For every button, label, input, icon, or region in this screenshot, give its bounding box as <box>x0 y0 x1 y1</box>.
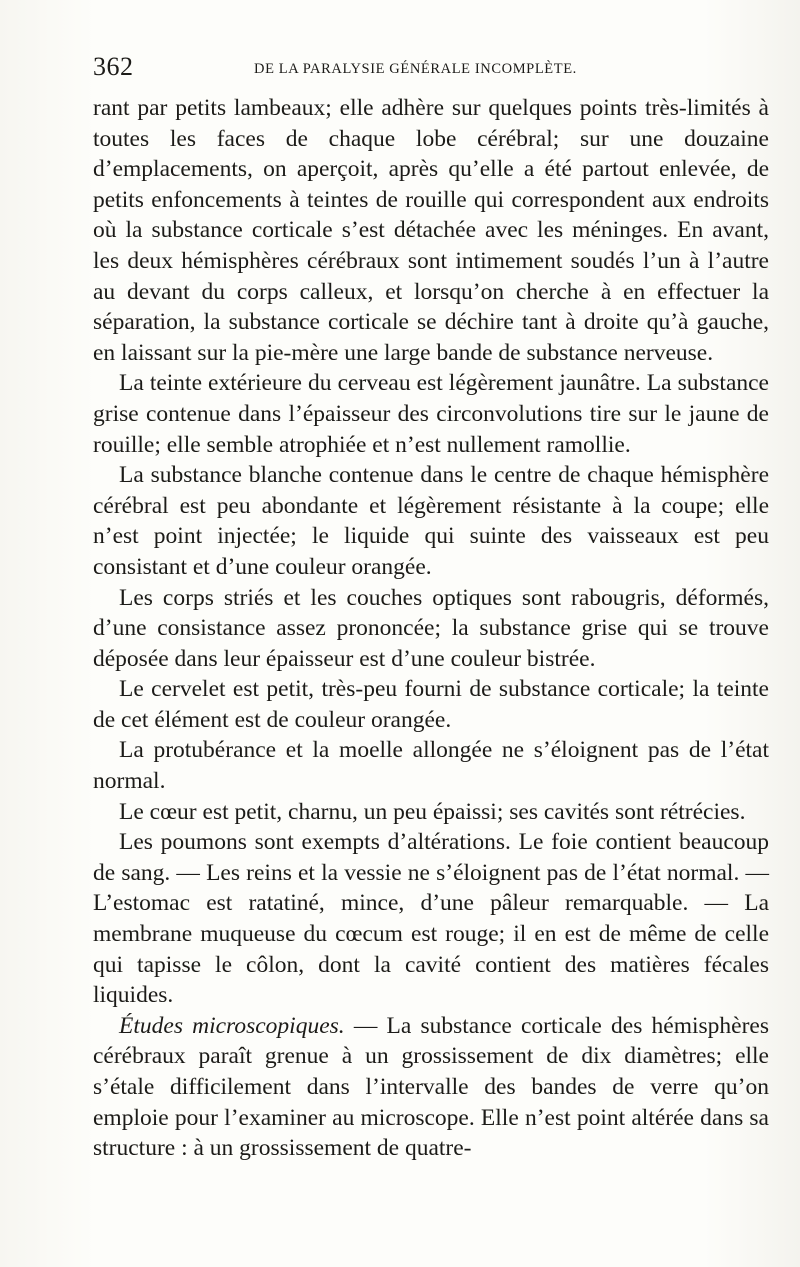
page-body <box>93 93 769 1164</box>
paragraph: Le cervelet est petit, très-peu fourni de substance corticale; la teinte de cet élément est de couleur orangée. <box>93 676 769 733</box>
paragraph: La substance blanche contenue dans le centre de chaque hémisphère cérébral est peu abondante et légèrement résistante à la coupe; elle n’est point injectée; le liquide qui suinte des vaisseaux est peu consistant et d’une couleur orangée. <box>93 462 769 580</box>
paragraph: La teinte extérieure du cerveau est légèrement jaunâtre. La substance grise contenue dans l’épaisseur des circonvolutions tire sur le jaune de rouille; elle semble atrophiée et n’est nullement ramollie. <box>93 370 769 458</box>
paragraph: Les corps striés et les couches optiques sont rabougris, déformés, d’une consistance assez prononcée; la substance grise qui se trouve déposée dans leur épaisseur est d’une couleur bistrée. <box>93 584 769 672</box>
paragraph: Les poumons sont exempts d’altérations. Le foie contient beaucoup de sang. — Les reins et la vessie ne s’éloignent pas de l’état normal. — L’estomac est ratatiné, mince, d’une pâleur remarquable. — La membrane muqueuse du cœcum est rouge; il en est de même de celle qui tapisse le côlon, dont la cavité contient des matières fécales liquides. <box>93 829 769 1009</box>
page-number: 362 <box>93 52 134 81</box>
paragraph: Le cœur est petit, charnu, un peu épaissi; ses cavités sont rétrécies. <box>119 798 746 825</box>
paragraph: La protubérance et la moelle allongée ne s’éloignent pas de l’état normal. <box>93 737 769 795</box>
running-head: DE LA PARALYSIE GÉNÉRALE INCOMPLÈTE. <box>254 61 577 77</box>
paragraph: rant par petits lambeaux; elle adhère sur quelques points très-limités à toutes les faces de chaque lobe cérébral; sur une douzaine d’emplacements, on aperçoit, après qu’elle a été partout enlevée, de petits enfoncements à teintes de rouille qui correspondent aux endroits où la substance corticale s’est détachée avec les méninges. En avant, les deux hémisphères cérébraux sont intimement soudés l’un à l’autre au devant du corps calleux, et lorsqu’on cherche à en effectuer la séparation, la substance corticale se déchire tant à droite qu’à gauche, en laissant sur la pie-mère une large bande de substance nerveuse. <box>93 95 769 366</box>
paragraph-microscopic-studies <box>93 1011 769 1164</box>
section-lead-italic: Études microscopiques. <box>119 1012 345 1039</box>
paragraph-text: — La substance corticale des hémisphères cérébraux paraît grenue à un grossissement de dix diamètres; elle s’étale difficilement dans l’intervalle des bandes de verre qu’on emploie pour l’examiner au microscope. Elle n’est point altérée dans sa structure : à un grossissement de quatre- <box>93 1012 769 1162</box>
page-header <box>93 52 773 86</box>
